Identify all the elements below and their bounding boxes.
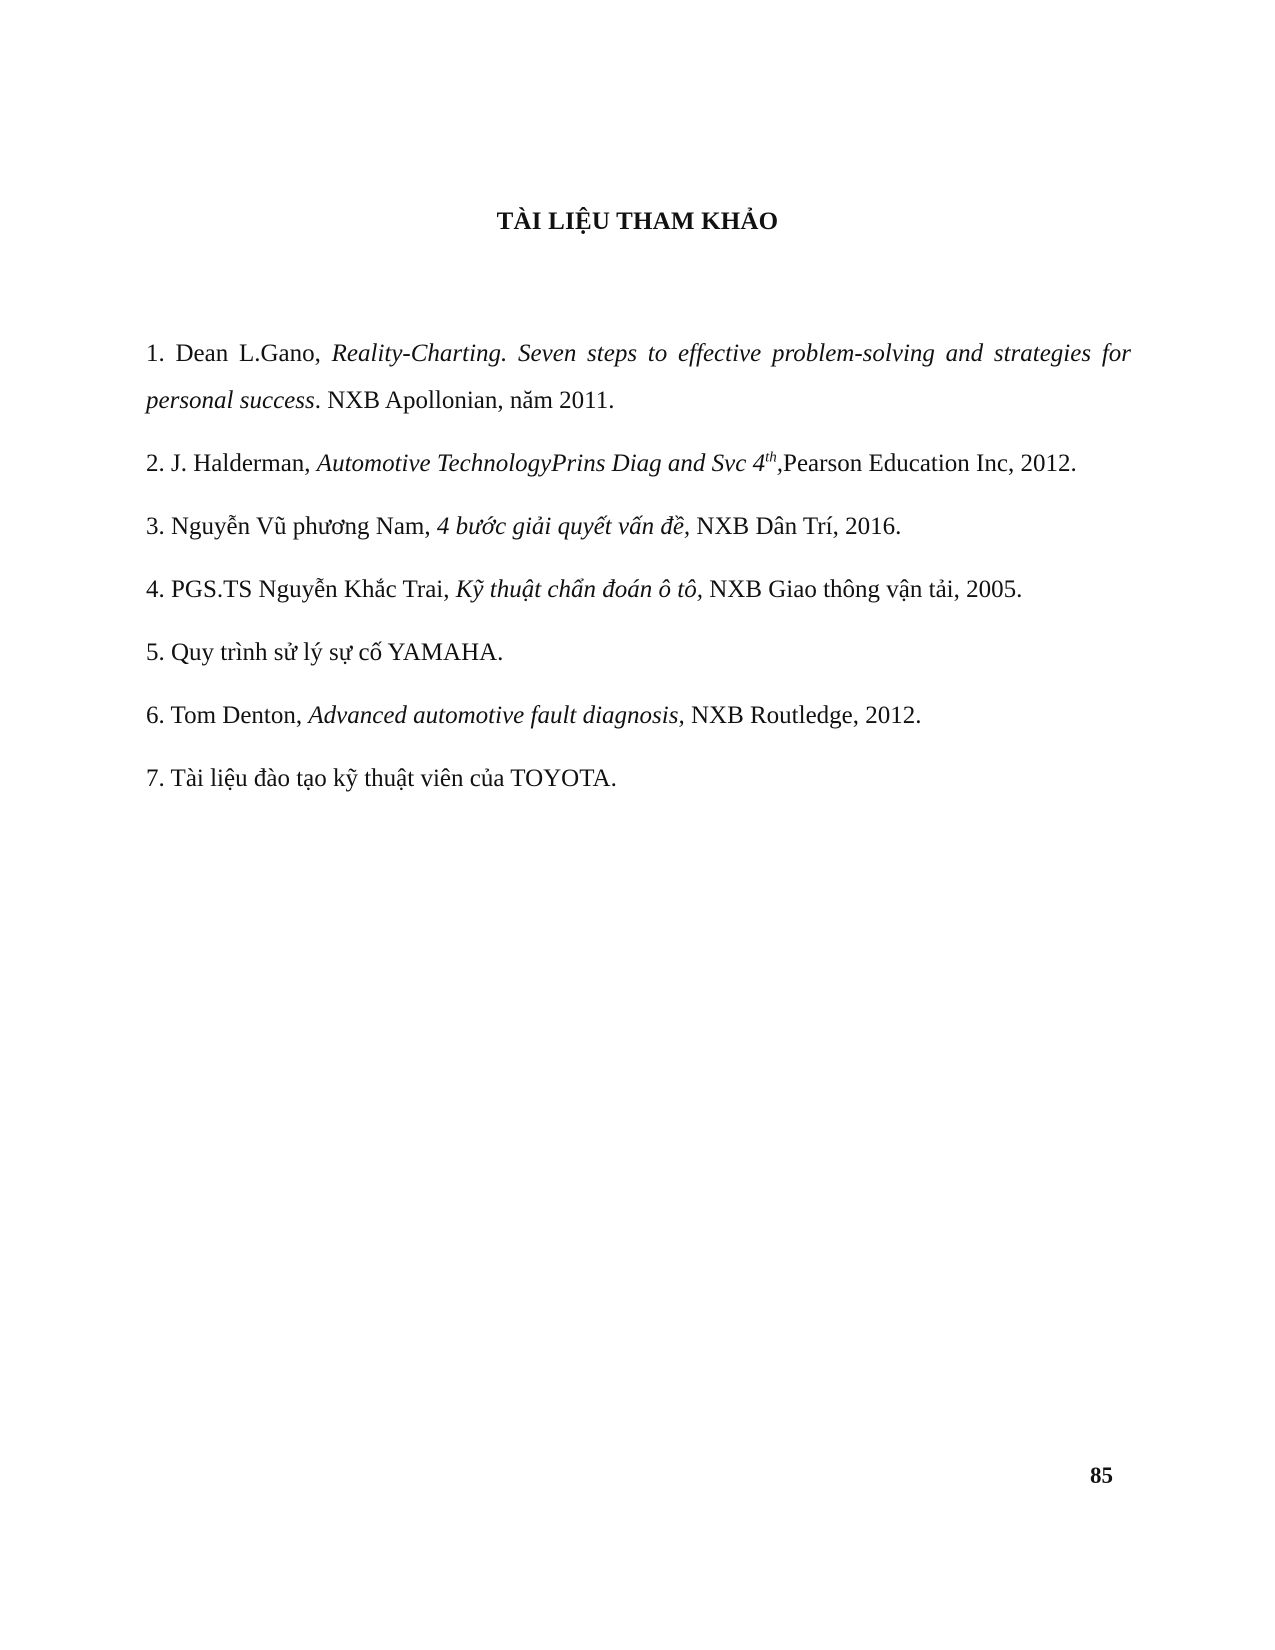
reference-publisher: Pearson Education Inc, 2012. <box>783 450 1077 477</box>
reference-item-3 <box>146 503 1131 550</box>
reference-text: 6. Tom Denton, <box>146 702 309 729</box>
reference-text: 7. Tài liệu đào tạo kỹ thuật viên của TOYOTA. <box>146 765 617 792</box>
page-number: 85 <box>1090 1463 1113 1488</box>
reference-item-2 <box>146 440 1131 487</box>
reference-text: 2. J. Halderman, <box>146 450 317 477</box>
page-title: TÀI LIỆU THAM KHẢO <box>496 208 779 235</box>
reference-item-5 <box>146 629 1131 676</box>
reference-text: 3. Nguyễn Vũ phương Nam, <box>146 513 437 540</box>
reference-title: Reality-Charting. Seven steps to effective problem-solving and strategies for personal success <box>146 340 1131 414</box>
reference-title: Automotive TechnologyPrins Diag and Svc 4 <box>316 450 766 477</box>
reference-item-6 <box>146 692 1131 739</box>
reference-list <box>146 330 1131 802</box>
reference-publisher: NXB Routledge, 2012. <box>684 702 922 729</box>
reference-title-comma: , <box>776 450 784 477</box>
reference-title: Advanced automotive fault diagnosis, <box>308 702 685 729</box>
reference-text: 1. Dean L.Gano, <box>146 340 332 367</box>
reference-item-7 <box>146 755 1131 802</box>
reference-title: Kỹ thuật chẩn đoán ô tô, <box>455 576 703 603</box>
reference-item-4 <box>146 566 1131 613</box>
reference-title: 4 bước giải quyết vấn đề, <box>436 513 691 540</box>
reference-superscript: th <box>765 449 777 466</box>
reference-publisher: NXB Dân Trí, 2016. <box>690 513 902 540</box>
reference-publisher: NXB Giao thông vận tải, 2005. <box>702 576 1023 603</box>
reference-text: 4. PGS.TS Nguyễn Khắc Trai, <box>146 576 456 603</box>
reference-text: 5. Quy trình sử lý sự cố YAMAHA. <box>146 639 504 666</box>
reference-publisher: . NXB Apollonian, năm 2011. <box>314 387 615 414</box>
reference-item-1 <box>146 330 1131 424</box>
